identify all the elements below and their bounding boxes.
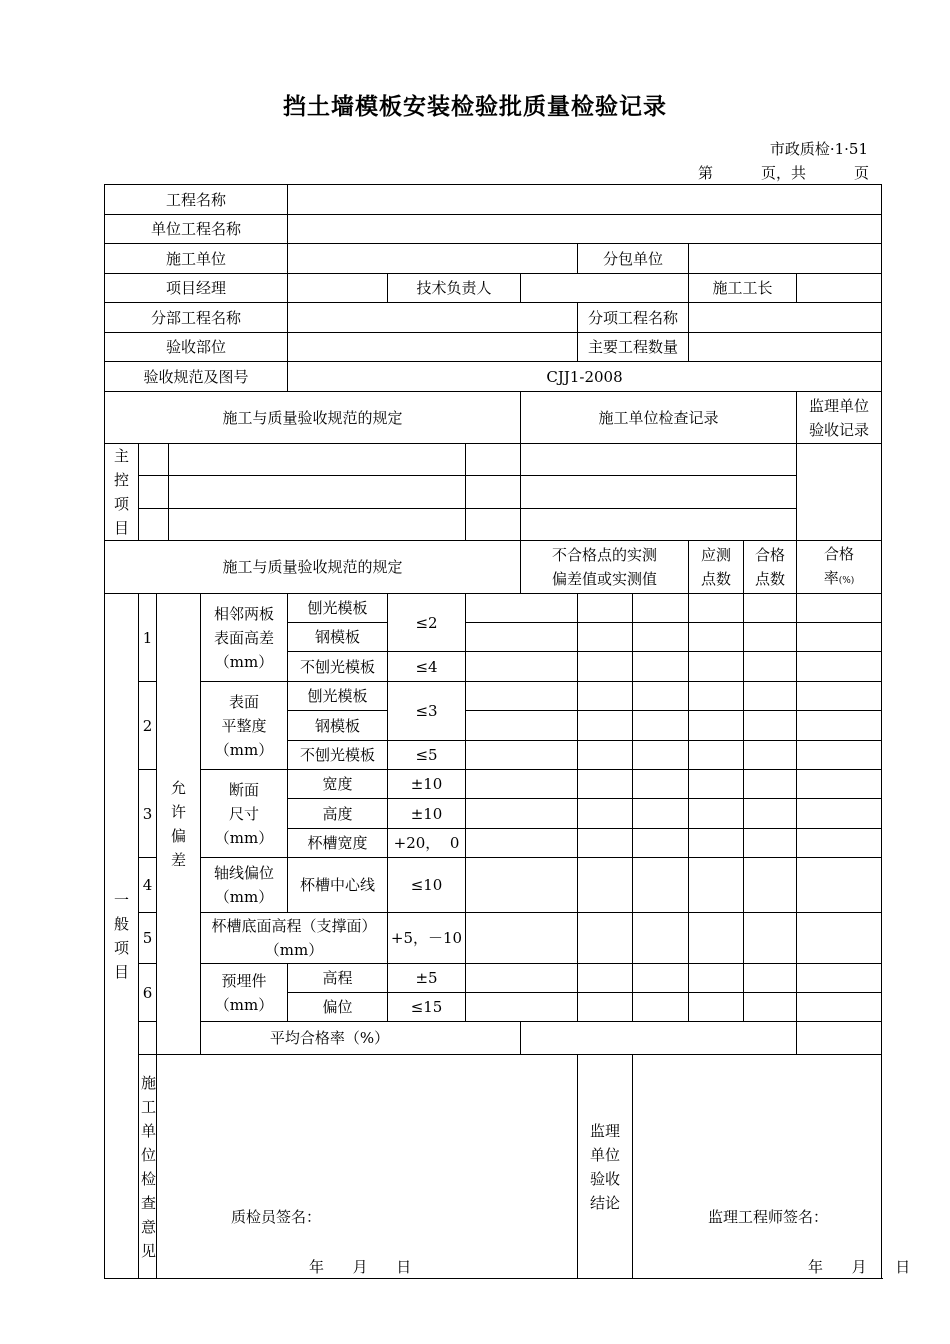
pass-points-cell[interactable] xyxy=(744,993,797,1022)
item-no: 6 xyxy=(139,964,157,1022)
conclusion-char: 结论 xyxy=(590,1193,621,1212)
limit-value: ≤4 xyxy=(388,652,466,682)
general-spec-header: 施工与质量验收规范的规定 xyxy=(105,541,521,594)
limit-value: ≤3 xyxy=(388,682,466,741)
measured-cell[interactable] xyxy=(466,623,578,652)
should-measure-cell[interactable] xyxy=(689,770,744,799)
measured-cell[interactable] xyxy=(633,594,689,623)
sub-item-label: 宽度 xyxy=(288,770,388,799)
measured-cell[interactable] xyxy=(466,964,578,993)
should-measure-cell[interactable] xyxy=(689,858,744,913)
pass-points-cell[interactable] xyxy=(744,858,797,913)
opinion-char: 检查 xyxy=(141,1169,157,1212)
sub-item-label: 偏位 xyxy=(288,993,388,1022)
main-row-no[interactable] xyxy=(139,509,169,541)
main-control-label xyxy=(105,444,139,541)
main-row-limit[interactable] xyxy=(466,475,521,508)
allow-char: 偏 xyxy=(171,827,187,845)
project-name-field[interactable] xyxy=(288,185,882,215)
general-label-char: 项 xyxy=(114,939,130,957)
measured-cell[interactable] xyxy=(578,858,633,913)
pass-points-cell[interactable] xyxy=(744,799,797,829)
should-measure-cell[interactable] xyxy=(689,711,744,741)
measured-cell[interactable] xyxy=(466,682,578,711)
date-month: 月 xyxy=(851,1258,867,1276)
measured-cell[interactable] xyxy=(633,711,689,741)
item-name xyxy=(201,770,288,858)
pass-points-cell[interactable] xyxy=(744,913,797,964)
measured-cell[interactable] xyxy=(578,964,633,993)
measured-cell[interactable] xyxy=(466,829,578,858)
label-main-quantity: 主要工程数量 xyxy=(578,333,689,362)
pass-rate-cell[interactable] xyxy=(797,913,882,964)
limit-value: ≤15 xyxy=(388,993,466,1022)
item-name-line: （mm） xyxy=(214,888,274,906)
item-name-line: 杯槽底面高程（支撑面） xyxy=(211,917,377,935)
item-no: 4 xyxy=(139,858,157,913)
inspection-location-field[interactable] xyxy=(288,333,578,362)
general-label-char: 一 xyxy=(114,891,130,909)
measured-cell[interactable] xyxy=(578,770,633,799)
label-subitem-project-name: 分项工程名称 xyxy=(578,303,689,333)
main-row-spec[interactable] xyxy=(169,509,466,541)
inspector-date xyxy=(309,1255,411,1279)
label-unit-project-name: 单位工程名称 xyxy=(105,215,288,244)
should-measure-cell[interactable] xyxy=(689,741,744,770)
measured-cell[interactable] xyxy=(578,652,633,682)
date-year: 年 xyxy=(309,1258,325,1276)
measured-cell[interactable] xyxy=(466,858,578,913)
date-day: 日 xyxy=(895,1258,911,1276)
should-measure-cell[interactable] xyxy=(689,652,744,682)
form-code: 市政质检·1·51 xyxy=(769,140,868,158)
main-row-limit[interactable] xyxy=(466,509,521,541)
nonconform-line2: 偏差值或实测值 xyxy=(552,570,658,588)
nonconform-header xyxy=(521,541,689,594)
project-manager-field[interactable] xyxy=(288,274,388,303)
limit-value: ≤5 xyxy=(388,741,466,770)
item-name-line: 相邻两板 xyxy=(214,604,275,623)
main-quantity-field[interactable] xyxy=(689,333,882,362)
main-label-char: 控 xyxy=(114,471,130,489)
nonconform-line1: 不合格点的实测 xyxy=(552,546,658,564)
measured-cell[interactable] xyxy=(633,741,689,770)
limit-value: +20， 0 xyxy=(388,829,466,858)
limit-value: ±10 xyxy=(388,770,466,799)
inspector-signature-label: 质检员签名： xyxy=(231,1208,322,1226)
pass-points-cell[interactable] xyxy=(744,829,797,858)
item-name-line: （mm） xyxy=(214,828,274,847)
pass-rate-header xyxy=(797,541,882,594)
should-measure-cell[interactable] xyxy=(689,623,744,652)
item-no: 2 xyxy=(139,682,157,770)
label-construction-unit: 施工单位 xyxy=(105,244,288,274)
sub-item-label: 高程 xyxy=(288,964,388,993)
measured-cell[interactable] xyxy=(578,913,633,964)
label-tech-lead: 技术负责人 xyxy=(388,274,521,303)
pass-points-cell[interactable] xyxy=(744,711,797,741)
page-di: 第 xyxy=(698,164,714,182)
item-name-line: 轴线偏位 xyxy=(214,864,275,882)
label-standard: 验收规范及图号 xyxy=(105,362,288,392)
sub-item-label: 不刨光模板 xyxy=(288,652,388,682)
measured-cell[interactable] xyxy=(633,829,689,858)
limit-value: ≤2 xyxy=(388,594,466,652)
conclusion-char: 单位 xyxy=(590,1145,621,1164)
allow-char: 允 xyxy=(171,779,187,797)
label-project-name: 工程名称 xyxy=(105,185,288,215)
page-ye: 页 xyxy=(854,164,870,182)
standard-value: CJJ1-2008 xyxy=(288,362,882,392)
rate-unit: (%) xyxy=(838,575,855,586)
tech-lead-field[interactable] xyxy=(521,274,689,303)
label-project-manager: 项目经理 xyxy=(105,274,288,303)
measured-cell[interactable] xyxy=(578,829,633,858)
should-measure-cell[interactable] xyxy=(689,993,744,1022)
general-supervisor-record[interactable] xyxy=(797,1022,882,1055)
item-no: 1 xyxy=(139,594,157,682)
main-row-spec[interactable] xyxy=(169,475,466,508)
pass-rate-cell[interactable] xyxy=(797,799,882,829)
should-line1: 应测 xyxy=(701,546,732,564)
measured-cell[interactable] xyxy=(578,741,633,770)
item-name xyxy=(201,682,288,770)
item-no: 3 xyxy=(139,770,157,858)
allow-char: 许 xyxy=(171,803,187,821)
conclusion-char: 验收 xyxy=(590,1169,621,1188)
measured-cell[interactable] xyxy=(633,993,689,1022)
limit-value: ±5 xyxy=(388,964,466,993)
date-year: 年 xyxy=(808,1258,824,1276)
measured-cell[interactable] xyxy=(633,858,689,913)
pass-rate-cell[interactable] xyxy=(797,829,882,858)
opinion-char: 意见 xyxy=(141,1217,157,1260)
main-row-spec[interactable] xyxy=(169,444,466,476)
item-name-line: 表面高差 xyxy=(214,628,275,647)
measured-cell[interactable] xyxy=(466,770,578,799)
main-label-char: 目 xyxy=(114,519,130,537)
average-pass-rate-label: 平均合格率（%） xyxy=(139,1022,521,1055)
pass-rate-cell[interactable] xyxy=(797,711,882,741)
pass-rate-cell[interactable] xyxy=(797,623,882,652)
pass-points-cell[interactable] xyxy=(744,741,797,770)
measured-cell[interactable] xyxy=(466,711,578,741)
item-name-line: （mm） xyxy=(214,652,274,671)
supervisor-header-line2: 验收记录 xyxy=(809,420,870,439)
item-no: 5 xyxy=(139,913,157,964)
item-name xyxy=(201,964,288,1022)
conclusion-char: 监理 xyxy=(590,1121,621,1140)
pass-rate-cell[interactable] xyxy=(797,594,882,623)
pass-rate-cell[interactable] xyxy=(797,858,882,913)
measured-cell[interactable] xyxy=(633,964,689,993)
rate-line2: 率 xyxy=(823,568,839,587)
item-name-line: 表面 xyxy=(229,692,260,711)
pass-rate-cell[interactable] xyxy=(797,652,882,682)
supervisor-header-line1: 监理单位 xyxy=(809,396,870,415)
rate-line1: 合格 xyxy=(824,544,855,563)
sub-item-label: 刨光模板 xyxy=(288,682,388,711)
measured-cell[interactable] xyxy=(578,623,633,652)
sub-item-label: 刨光模板 xyxy=(288,594,388,623)
should-measure-cell[interactable] xyxy=(689,594,744,623)
construction-opinion-area[interactable] xyxy=(157,1055,578,1279)
inspection-form xyxy=(104,184,911,1279)
label-subcontract-unit: 分包单位 xyxy=(578,244,689,274)
main-spec-header: 施工与质量验收规范的规定 xyxy=(105,392,521,444)
construction-opinion-label xyxy=(139,1055,157,1279)
measured-cell[interactable] xyxy=(578,711,633,741)
pass-points-header xyxy=(744,541,797,594)
unit-project-name-field[interactable] xyxy=(288,215,882,244)
limit-value: ±10 xyxy=(388,799,466,829)
should-measure-cell[interactable] xyxy=(689,913,744,964)
pass-points-cell[interactable] xyxy=(744,623,797,652)
page-indicator xyxy=(698,162,869,183)
supervisor-record-header xyxy=(797,392,882,444)
should-measure-cell[interactable] xyxy=(689,964,744,993)
pass-rate-cell[interactable] xyxy=(797,741,882,770)
measured-cell[interactable] xyxy=(633,652,689,682)
construction-unit-field[interactable] xyxy=(288,244,578,274)
pass-line2: 点数 xyxy=(755,570,786,588)
subitem-project-name-field[interactable] xyxy=(689,303,882,333)
pass-points-cell[interactable] xyxy=(744,682,797,711)
item-name xyxy=(201,594,288,682)
measured-cell[interactable] xyxy=(633,623,689,652)
general-label-char: 目 xyxy=(114,963,130,981)
date-day: 日 xyxy=(396,1258,412,1276)
measured-cell[interactable] xyxy=(466,741,578,770)
label-division-project-name: 分部工程名称 xyxy=(105,303,288,333)
measured-cell[interactable] xyxy=(633,682,689,711)
pass-rate-cell[interactable] xyxy=(797,770,882,799)
general-label-char: 般 xyxy=(114,915,130,933)
subcontract-unit-field[interactable] xyxy=(689,244,882,274)
pass-points-cell[interactable] xyxy=(744,594,797,623)
measured-cell[interactable] xyxy=(578,993,633,1022)
main-row-check[interactable] xyxy=(521,509,797,541)
item-name xyxy=(201,858,288,913)
measured-cell[interactable] xyxy=(466,913,578,964)
main-label-char: 主 xyxy=(114,447,130,465)
limit-value: ≤10 xyxy=(388,858,466,913)
item-name-line: 尺寸 xyxy=(229,804,260,823)
main-row-check[interactable] xyxy=(521,475,797,508)
label-inspection-location: 验收部位 xyxy=(105,333,288,362)
supervisor-conclusion-label xyxy=(578,1055,633,1279)
opinion-char: 施工 xyxy=(141,1073,157,1116)
pass-rate-cell[interactable] xyxy=(797,993,882,1022)
division-project-name-field[interactable] xyxy=(288,303,578,333)
allow-char: 差 xyxy=(171,851,187,869)
measured-cell[interactable] xyxy=(633,770,689,799)
page-title: 挡土墙模板安装检验批质量检验记录 xyxy=(283,94,667,120)
measured-cell[interactable] xyxy=(466,993,578,1022)
date-month: 月 xyxy=(352,1258,368,1276)
average-pass-rate-field[interactable] xyxy=(521,1022,797,1055)
opinion-char: 单位 xyxy=(141,1121,157,1164)
label-foreman: 施工工长 xyxy=(689,274,797,303)
measured-cell[interactable] xyxy=(578,799,633,829)
pass-points-cell[interactable] xyxy=(744,770,797,799)
sub-item-label: 不刨光模板 xyxy=(288,741,388,770)
general-items-label xyxy=(105,594,139,1279)
main-check-header: 施工单位检查记录 xyxy=(521,392,797,444)
measured-cell[interactable] xyxy=(466,652,578,682)
engineer-date xyxy=(808,1255,910,1279)
item-name-line: 平整度 xyxy=(221,716,267,735)
sub-item-label: 钢模板 xyxy=(288,711,388,741)
page-ye-gong: 页，共 xyxy=(761,164,807,182)
item-name-line: （mm） xyxy=(264,941,324,959)
should-measure-cell[interactable] xyxy=(689,799,744,829)
sub-item-label: 杯槽中心线 xyxy=(288,858,388,913)
sub-item-label: 钢模板 xyxy=(288,623,388,652)
main-supervisor-record[interactable] xyxy=(797,444,882,541)
measured-cell[interactable] xyxy=(633,913,689,964)
pass-rate-cell[interactable] xyxy=(797,964,882,993)
limit-value: +5，－10 xyxy=(388,913,466,964)
allowable-deviation-label xyxy=(157,594,201,1055)
pass-points-cell[interactable] xyxy=(744,652,797,682)
measured-cell[interactable] xyxy=(633,799,689,829)
supervisor-conclusion-area[interactable] xyxy=(633,1055,911,1279)
main-row-limit[interactable] xyxy=(466,444,521,476)
main-label-char: 项 xyxy=(114,495,130,513)
item-name-line: 预埋件 xyxy=(221,971,267,990)
pass-line1: 合格 xyxy=(755,546,786,564)
sub-item-label: 杯槽宽度 xyxy=(288,829,388,858)
measured-cell[interactable] xyxy=(466,594,578,623)
pass-points-cell[interactable] xyxy=(744,964,797,993)
measured-cell[interactable] xyxy=(466,799,578,829)
sub-item-label: 高度 xyxy=(288,799,388,829)
item-name-line: （mm） xyxy=(214,740,274,759)
item-name xyxy=(201,913,388,964)
measured-cell[interactable] xyxy=(578,682,633,711)
main-row-no[interactable] xyxy=(139,444,169,476)
item-name-line: （mm） xyxy=(214,995,274,1014)
foreman-field[interactable] xyxy=(797,274,882,303)
main-row-check[interactable] xyxy=(521,444,797,476)
main-row-no[interactable] xyxy=(139,475,169,508)
should-line2: 点数 xyxy=(701,570,732,588)
measured-cell[interactable] xyxy=(578,594,633,623)
pass-rate-cell[interactable] xyxy=(797,682,882,711)
should-measure-cell[interactable] xyxy=(689,682,744,711)
should-measure-cell[interactable] xyxy=(689,829,744,858)
item-name-line: 断面 xyxy=(229,780,260,799)
should-measure-header xyxy=(689,541,744,594)
engineer-signature-label: 监理工程师签名： xyxy=(708,1208,829,1226)
